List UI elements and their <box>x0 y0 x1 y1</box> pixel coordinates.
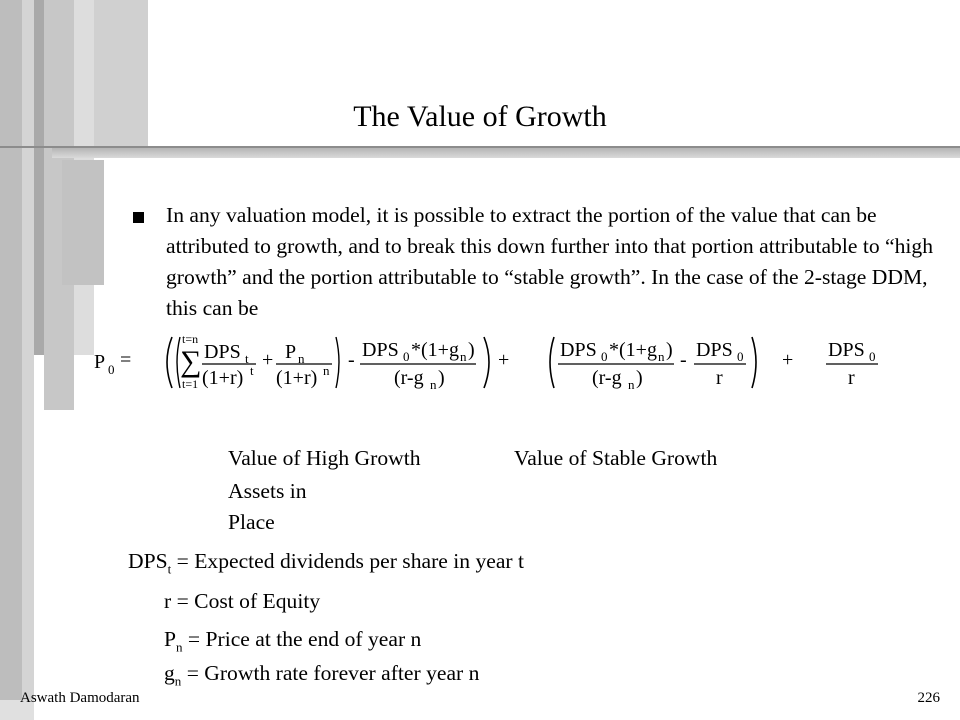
eq-minus-2: - <box>680 349 687 371</box>
decor-bar-3 <box>34 0 44 355</box>
eq-lhs-sub: 0 <box>108 362 115 377</box>
eq-dps-t-sub: t <box>245 351 249 366</box>
definition-pn-var: P <box>164 627 177 651</box>
eq-equals: = <box>120 349 132 371</box>
bullet-square-icon <box>133 212 144 223</box>
eq-dps-t: DPS <box>204 341 241 363</box>
eq-dps0-c-sub: 0 <box>737 349 744 364</box>
title-rule-bar <box>52 148 960 158</box>
footer-author: Aswath Damodaran <box>20 690 140 706</box>
ddm-equation <box>92 334 892 390</box>
eq-growth-b: *(1+g <box>609 339 657 361</box>
eq-plus-2: + <box>498 349 510 371</box>
eq-plus-3: + <box>782 349 794 371</box>
eq-bracket2-right <box>752 337 756 388</box>
eq-growth-a-close: ) <box>468 339 475 361</box>
eq-outer-bracket-left <box>167 337 172 388</box>
definition-dps <box>128 546 524 584</box>
definition-gn-text: = Growth rate forever after year n <box>181 661 480 685</box>
eq-growth-a: *(1+g <box>411 339 459 361</box>
definition-r: r = Cost of Equity <box>164 589 321 613</box>
eq-dps0-b-sub: 0 <box>601 349 608 364</box>
eq-inner-bracket-right <box>336 337 339 388</box>
decor-bar-7 <box>62 160 104 285</box>
eq-dps0-a-sub: 0 <box>403 349 410 364</box>
label-assets-in-place-1: Assets in <box>228 479 307 503</box>
eq-outer-bracket-right <box>484 337 489 388</box>
eq-denom-1: (1+r) <box>202 367 244 389</box>
eq-minus-1: - <box>348 349 355 371</box>
eq-denom-4-sub: n <box>628 377 635 390</box>
eq-dps0-c: DPS <box>696 339 733 361</box>
eq-denom-3-sub: n <box>430 377 437 390</box>
eq-denom-3: (r-g <box>394 367 424 389</box>
eq-dps0-d: DPS <box>828 339 865 361</box>
eq-plus-1: + <box>262 349 274 371</box>
eq-denom-2: (1+r) <box>276 367 318 389</box>
eq-denom-6: r <box>848 367 855 389</box>
eq-dps0-b: DPS <box>560 339 597 361</box>
definition-pn-sub: n <box>176 639 183 655</box>
eq-growth-b-sub: n <box>658 349 665 364</box>
eq-growth-b-close: ) <box>666 339 673 361</box>
eq-denom-1-exp: t <box>250 363 254 378</box>
label-stable-growth: Value of Stable Growth <box>514 446 718 470</box>
definition-gn-var: g <box>164 661 175 685</box>
eq-denom-2-exp: n <box>323 363 330 378</box>
label-high-growth: Value of High Growth <box>228 446 421 470</box>
eq-bracket2-left <box>550 337 554 388</box>
label-assets-in-place-2: Place <box>228 510 275 534</box>
definition-pn <box>164 624 421 662</box>
eq-dps0-d-sub: 0 <box>869 349 876 364</box>
eq-dps0-a: DPS <box>362 339 399 361</box>
slide-title: The Value of Growth <box>353 100 607 133</box>
definition-pn-text: = Price at the end of year n <box>182 627 422 651</box>
footer-page-number: 226 <box>917 690 940 706</box>
eq-denom-3-close: ) <box>438 367 445 389</box>
definition-dps-sub: t <box>167 561 172 577</box>
eq-pn-sub: n <box>298 351 305 366</box>
eq-denom-5: r <box>716 367 723 389</box>
definition-gn <box>164 658 479 696</box>
eq-denom-4: (r-g <box>592 367 622 389</box>
eq-sum-top: t=n <box>182 334 199 346</box>
eq-sum-bottom: t=1 <box>182 377 199 390</box>
eq-lhs: P <box>94 351 106 373</box>
definition-dps-var: DPS <box>128 549 168 573</box>
definition-dps-text: = Expected dividends per share in year t <box>171 549 525 573</box>
eq-growth-a-sub: n <box>460 349 467 364</box>
bullet-paragraph: In any valuation model, it is possible to extract the portion of the value that can be attributed to growth, and to break this down further into that portion attributable to “high growth” and the portion attributable to “stable growth”. In the case of the 2-stage DDM, this can be <box>166 203 934 320</box>
eq-pn: P <box>285 341 297 363</box>
eq-denom-4-close: ) <box>636 367 643 389</box>
eq-sigma: ∑ <box>180 345 202 378</box>
definition-gn-sub: n <box>174 673 182 689</box>
